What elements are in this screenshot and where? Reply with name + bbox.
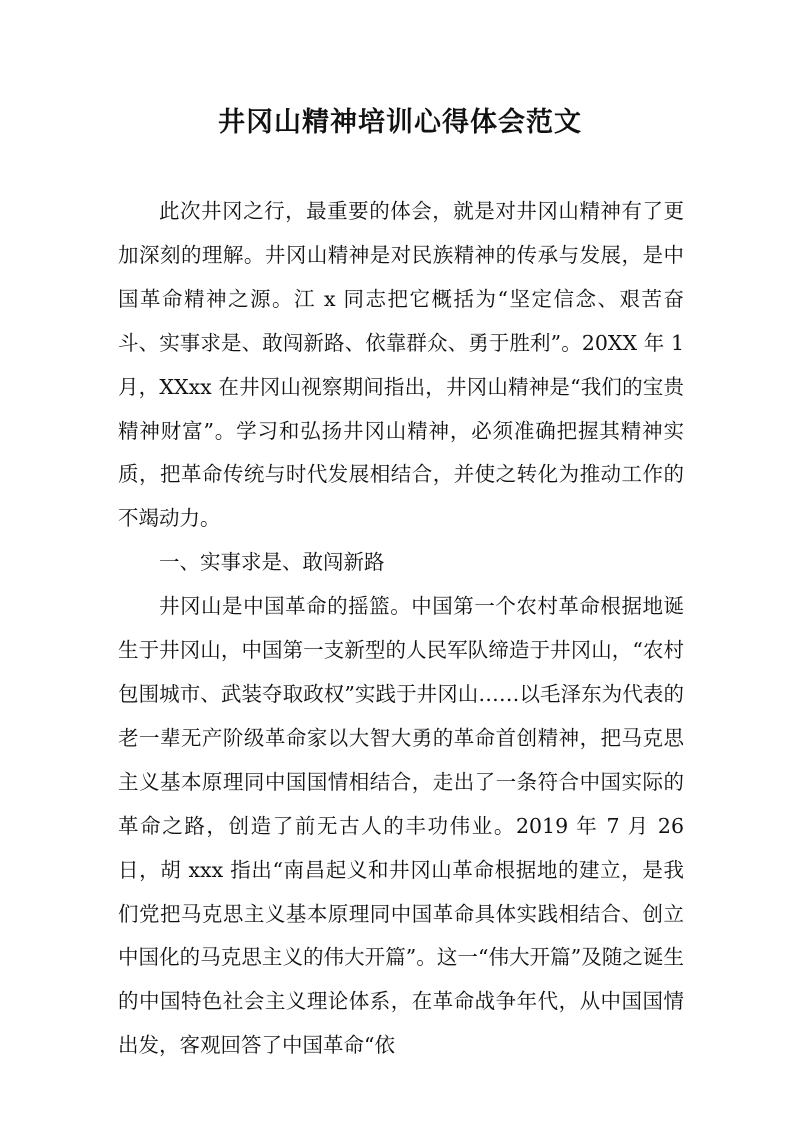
- section-heading-1: 一、实事求是、敢闯新路: [159, 550, 385, 575]
- document-body: [118, 190, 684, 1068]
- document-title: 井冈山精神培训心得体会范文: [218, 107, 582, 138]
- paragraph-intro: 此次井冈之行，最重要的体会，就是对井冈山精神有了更加深刻的理解。井冈山精神是对民族精神的传承与发展，是中国革命精神之源。江 x 同志把它概括为“坚定信念、艰苦奋斗、实事求是、敢闯新路、依靠群众、勇于胜利”。20XX 年 1 月，XXxx 在井冈山视察期间指出，井冈山精神是“我们的宝贵精神财富”。学习和弘扬井冈山精神，必须准确把握其精神实质，把革命传统与时代发展相结合，并使之转化为推动工作的不竭动力。: [118, 199, 684, 531]
- paragraph-section-1: 井冈山是中国革命的摇篮。中国第一个农村革命根据地诞生于井冈山，中国第一支新型的人民军队缔造于井冈山，“农村包围城市、武装夺取政权”实践于井冈山……以毛泽东为代表的老一辈无产阶级革命家以大智大勇的革命首创精神，把马克思主义基本原理同中国国情相结合，走出了一条符合中国实际的革命之路，创造了前无古人的丰功伟业。2019 年 7 月 26 日，胡 xxx 指出“南昌起义和井冈山革命根据地的建立，是我们党把马克思主义基本原理同中国革命具体实践相结合、创立中国化的马克思主义的伟大开篇”。这一“伟大开篇”及随之诞生的中国特色社会主义理论体系，在革命战争年代，从中国国情出发，客观回答了中国革命“依: [118, 594, 684, 1058]
